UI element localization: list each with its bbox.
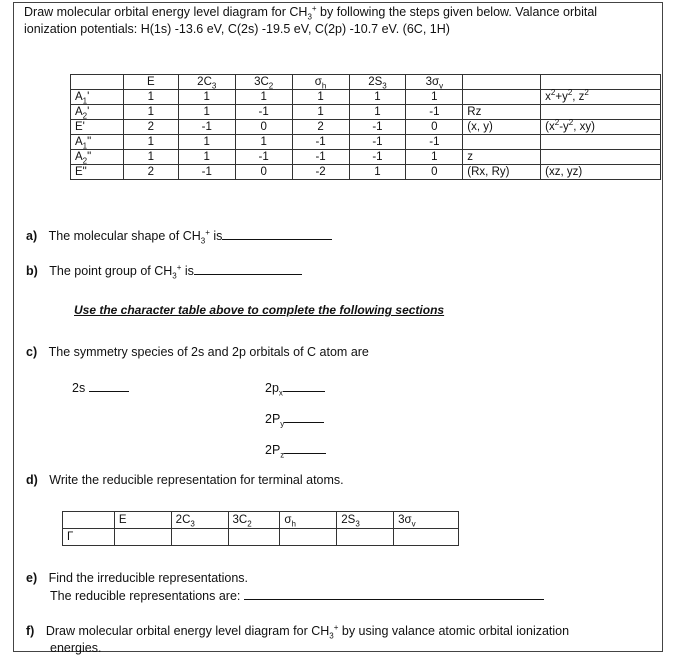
header-2C3: $2C_3$ — [171, 512, 228, 529]
question-f: f) Draw molecular orbital energy level diagram for $CH_3^+$ by using valance atomic orbital ionization — [26, 622, 570, 641]
answer-blank[interactable] — [194, 274, 302, 275]
question-label: e) — [26, 571, 38, 585]
gamma-cell[interactable] — [337, 529, 394, 546]
irrep-label: E' — [71, 120, 124, 135]
gamma-cell[interactable] — [228, 529, 280, 546]
char-cell: 1 — [406, 150, 463, 165]
header-quad — [541, 75, 661, 90]
char-cell: 1 — [235, 135, 292, 150]
char-cell: 1 — [406, 90, 463, 105]
char-cell: 2 — [292, 120, 349, 135]
char-row-A1pp — [71, 135, 661, 150]
answer-blank[interactable] — [283, 391, 325, 392]
answer-blank[interactable] — [284, 422, 324, 423]
question-label: c) — [26, 345, 38, 359]
answer-blank[interactable] — [284, 453, 326, 454]
char-row-Ep — [71, 120, 661, 135]
question-e — [26, 571, 248, 585]
question-label: f) — [26, 624, 35, 638]
irrep-label: $A_1$" — [71, 135, 124, 150]
char-cell: -1 — [406, 135, 463, 150]
header-2C3: $2C_3$ — [178, 75, 235, 90]
header-3C2: $3C_2$ — [228, 512, 280, 529]
char-row-A2pp — [71, 150, 661, 165]
char-cell: 1 — [178, 90, 235, 105]
question-b: b) The point group of $CH_3^+$ is — [26, 264, 302, 278]
char-cell: 2 — [123, 120, 178, 135]
char-cell: 1 — [178, 105, 235, 120]
quad-cell: ($x^2-y^2$, xy) — [541, 120, 661, 135]
question-label: b) — [26, 264, 38, 278]
char-cell: 1 — [292, 90, 349, 105]
char-row-A1p — [71, 90, 661, 105]
gamma-cell[interactable] — [394, 529, 459, 546]
basis-cell: z — [463, 150, 541, 165]
basis-cell: (x, y) — [463, 120, 541, 135]
header-basis — [463, 75, 541, 90]
answer-2py: $2P_y$ — [265, 412, 324, 426]
quad-cell — [541, 150, 661, 165]
header-3sigma-v: $3\sigma_v$ — [394, 512, 459, 529]
question-text: The molecular shape of CH — [48, 229, 201, 243]
header-sigma-h: $\sigma_h$ — [280, 512, 337, 529]
quad-cell — [541, 135, 661, 150]
char-cell: 1 — [178, 150, 235, 165]
answer-2s: 2s — [72, 381, 129, 395]
character-table — [70, 74, 661, 180]
quad-cell: (xz, yz) — [541, 165, 661, 180]
char-cell: 1 — [292, 105, 349, 120]
instruction-note: Use the character table above to complete the following sections — [74, 303, 445, 317]
irrep-label: $A_2'$ — [71, 105, 124, 120]
answer-2px: $2p_x$ — [265, 381, 325, 395]
reducible-table — [62, 511, 459, 546]
gamma-cell[interactable] — [280, 529, 337, 546]
char-cell: 1 — [123, 135, 178, 150]
question-f-line2: energies. — [50, 641, 102, 655]
char-cell: -1 — [235, 150, 292, 165]
char-cell: 1 — [178, 135, 235, 150]
char-cell: 1 — [349, 105, 406, 120]
char-cell: 0 — [235, 120, 292, 135]
char-cell: 1 — [123, 105, 178, 120]
intro-text: Draw molecular orbital energy level diagram for $CH_3^+$ by following the steps given below. Valance orbital ionization potentials: H(1s) -13.6 eV, C(2s) -19.5 eV, C(2p) -10.7 eV. (6C, 1H) — [24, 3, 598, 36]
header-sigma-h: $\sigma_h$ — [292, 75, 349, 90]
char-cell: 2 — [123, 165, 178, 180]
header-2S3: $2S_3$ — [337, 512, 394, 529]
char-cell: -2 — [292, 165, 349, 180]
answer-blank[interactable] — [89, 391, 129, 392]
basis-cell: (Rx, Ry) — [463, 165, 541, 180]
question-text: Write the reducible representation for terminal atoms. — [49, 473, 344, 487]
char-cell: -1 — [349, 135, 406, 150]
char-cell: -1 — [349, 120, 406, 135]
header-blank — [71, 75, 124, 90]
question-d — [26, 473, 344, 487]
question-text: Find the irreducible representations. — [48, 571, 249, 585]
char-cell: -1 — [178, 165, 235, 180]
question-text: The symmetry species of 2s and 2p orbitals of C atom are — [48, 345, 369, 359]
char-cell: 1 — [123, 150, 178, 165]
question-text: The point group of CH — [49, 264, 173, 278]
answer-blank[interactable] — [222, 239, 332, 240]
answer-blank[interactable] — [244, 599, 544, 600]
question-a: a) The molecular shape of $CH_3^+$ is — [26, 229, 332, 243]
irrep-label: E" — [71, 165, 124, 180]
gamma-row — [63, 529, 459, 546]
header-2S3: $2S_3$ — [349, 75, 406, 90]
char-cell: 1 — [235, 90, 292, 105]
question-label: d) — [26, 473, 38, 487]
basis-cell — [463, 90, 541, 105]
char-cell: -1 — [292, 150, 349, 165]
header-3C2: $3C_2$ — [235, 75, 292, 90]
question-text: Draw molecular orbital energy level diagram for CH — [45, 624, 330, 638]
char-cell: 1 — [349, 165, 406, 180]
answer-2pz: $2P_z$ — [265, 443, 326, 457]
char-row-Epp — [71, 165, 661, 180]
char-cell: 1 — [123, 90, 178, 105]
char-cell: -1 — [235, 105, 292, 120]
reducible-header-row — [63, 512, 459, 529]
char-cell: 0 — [235, 165, 292, 180]
quad-cell: $x^2+y^2$, $z^2$ — [541, 90, 661, 105]
char-cell: -1 — [292, 135, 349, 150]
irrep-label: $A_2$" — [71, 150, 124, 165]
question-c — [26, 345, 369, 359]
question-e-line2: The reducible representations are: — [50, 589, 544, 603]
gamma-cell[interactable] — [114, 529, 171, 546]
char-cell: -1 — [349, 150, 406, 165]
char-cell: 1 — [349, 90, 406, 105]
char-cell: -1 — [406, 105, 463, 120]
char-cell: 0 — [406, 120, 463, 135]
header-E: E — [114, 512, 171, 529]
gamma-label: Γ — [63, 529, 115, 546]
irrep-label: $A_1'$ — [71, 90, 124, 105]
header-3sigma-v: $3\sigma_v$ — [406, 75, 463, 90]
char-cell: -1 — [178, 120, 235, 135]
header-E: E — [123, 75, 178, 90]
question-label: a) — [26, 229, 38, 243]
basis-cell — [463, 135, 541, 150]
gamma-cell[interactable] — [171, 529, 228, 546]
basis-cell: Rz — [463, 105, 541, 120]
header-blank — [63, 512, 115, 529]
char-cell: 0 — [406, 165, 463, 180]
